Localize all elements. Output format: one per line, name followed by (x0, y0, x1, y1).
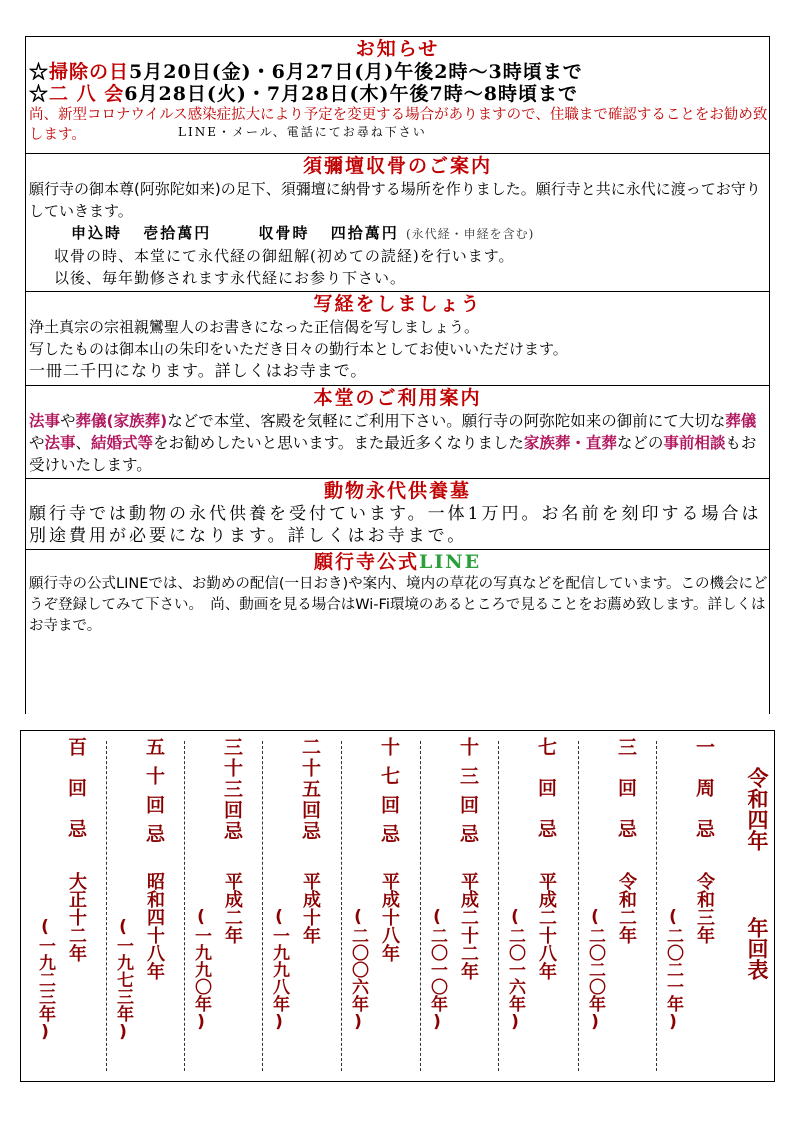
announcement-section (26, 37, 769, 154)
kaiki-label: 十三回忌 (457, 737, 479, 853)
line-title-main: 願行寺公式 (313, 551, 419, 573)
column-divider (578, 741, 579, 1071)
hondo-kw-sogi2: 葬儀 (725, 412, 757, 430)
nihachi-label: 二 八 会 (49, 83, 125, 105)
line-title-line: LINE (418, 551, 482, 573)
western-year-label: (二〇一〇年) (427, 907, 447, 1032)
era-year-label: 昭和四十八年 (144, 872, 165, 980)
nenkai-column (109, 737, 169, 1075)
star-icon: ☆ (29, 83, 50, 105)
price2-value: 四拾萬円 (330, 224, 399, 242)
covid-note: 尚、新型コロナウイルス感染症拡大により予定を変更する場合がありますので、住職まで確認することをお勧め致します。 (29, 107, 768, 143)
sumidan-text: 願行寺の御本尊(阿弥陀如来)の足下、須彌壇に納骨する場所を作りました。願行寺と共に永代に渡ってお守りしていきます。 (29, 180, 761, 220)
hondo-section (26, 386, 769, 479)
western-year-label: (一九九〇年) (191, 907, 211, 1032)
hondo-kw-hoji: 法事 (29, 412, 61, 430)
cleaning-day-dates: 5月20日(金)・6月27日(月)午後2時～3時頃まで (129, 61, 583, 83)
hondo-text-part: などで本堂、客殿を気軽にご利用下さい。願行寺の阿弥陀如来の御前にて大切な (167, 412, 726, 430)
western-year-label: (二〇二〇年) (585, 907, 605, 1032)
price1-value: 壱拾萬円 (143, 224, 212, 242)
line-title (26, 550, 769, 574)
era-year-label: 平成二十八年 (536, 872, 557, 980)
western-year-label: (二〇二一年) (663, 907, 683, 1032)
sumidan-section (26, 154, 769, 292)
contact-note: LINE・メール、電話にてお尋ね下さい (178, 125, 427, 139)
hondo-text-part: 、 (75, 434, 92, 452)
era-year-label: 平成十年 (300, 872, 321, 944)
price2-label: 収骨時 (258, 224, 310, 242)
dobutsu-title: 動物永代供養墓 (323, 480, 471, 502)
era-year-label: 大正十二年 (66, 872, 87, 962)
column-divider (420, 741, 421, 1071)
hondo-kw-kazokuso: 家族葬・直葬 (523, 434, 617, 452)
nihachi-dates: 6月28日(火)・7月28日(木)午後7時～8時頃まで (124, 83, 578, 105)
nihachi-line (26, 83, 769, 105)
kaiki-label: 三回忌 (615, 737, 637, 860)
nenkai-title-1: 令和四年 (745, 767, 769, 851)
sumidan-title: 須彌壇収骨のご案内 (302, 155, 492, 177)
column-divider (498, 741, 499, 1071)
hondo-text-part: や (29, 434, 45, 452)
hondo-kw-soudan: 事前相談 (663, 434, 726, 452)
kaiki-label: 百回忌 (65, 737, 87, 860)
cleaning-day-label: 掃除の日 (49, 61, 130, 83)
western-year-label: (一九二三年) (35, 917, 55, 1042)
era-year-label: 令和三年 (694, 872, 715, 944)
hondo-kw-kekkon: 結婚式等 (91, 434, 154, 452)
shakyo-line2: 写したものは御本山の朱印をいただき日々の勤行本としてお使いいただけます。 (29, 340, 568, 358)
hondo-text-part: をお勧めしたいと思います。また最近多くなりました (153, 434, 524, 452)
shakyo-section (26, 292, 769, 386)
era-year-label: 令和二年 (616, 872, 637, 944)
era-year-label: 平成二十二年 (458, 872, 479, 980)
line-text: 願行寺の公式LINEでは、お勤めの配信(一日おき)や案内、境内の草花の写真などを配信しています。この機会にどうぞ登録してみて下さい。 尚、動画を見る場合はWi-Fi環境のあるところで見ることをお薦め致します。詳しくはお寺まで。 (29, 576, 768, 634)
nenkai-column (344, 737, 404, 1075)
western-year-label: (二〇〇六年) (348, 907, 368, 1032)
dobutsu-section (26, 479, 769, 550)
sumidan-prices (26, 222, 769, 245)
line-section (26, 550, 769, 715)
price-note: (永代経・申経を含む) (406, 227, 535, 241)
hondo-kw-sogi: 葬儀(家族葬) (75, 412, 168, 430)
kaiki-label: 五十回忌 (143, 737, 165, 853)
western-year-label: (一九七三年) (113, 917, 133, 1042)
column-divider (184, 741, 185, 1071)
price1-label: 申込時 (71, 224, 123, 242)
sumidan-line4: 以後、毎年勤修されます永代経にお参り下さい。 (54, 269, 407, 287)
shakyo-title: 写経をしましょう (313, 293, 482, 315)
kaiki-label: 一周忌 (693, 737, 715, 860)
sumidan-line3: 収骨の時、本堂にて永代経の御紐解(初めての読経)を行います。 (54, 247, 515, 265)
hondo-text-part: などの (616, 434, 664, 452)
column-divider (341, 741, 342, 1071)
kaiki-label: 七回忌 (535, 737, 557, 860)
nenkai-column (581, 737, 641, 1075)
column-divider (262, 741, 263, 1071)
notice-board (25, 36, 770, 714)
kaiki-label: 二十五回忌 (299, 737, 321, 842)
hondo-kw-hoji2: 法事 (44, 434, 76, 452)
western-year-label: (一九九八年) (269, 907, 289, 1032)
nenkai-column (31, 737, 91, 1075)
era-year-label: 平成二年 (222, 872, 243, 944)
nenkai-column (265, 737, 325, 1075)
hondo-text-part: や (60, 412, 76, 430)
nenkai-column (659, 737, 719, 1075)
column-divider (106, 741, 107, 1071)
nenkai-column (423, 737, 483, 1075)
kaiki-label: 三十三回忌 (221, 737, 243, 842)
shakyo-line1: 浄土真宗の宗祖親鸞聖人のお書きになった正信偈を写しましょう。 (29, 318, 480, 336)
nenkai-title-2: 年回表 (745, 917, 769, 980)
hondo-text-part: もお受けいたします。 (29, 434, 757, 474)
column-divider (656, 741, 657, 1071)
shakyo-line3: 一冊二千円になります。詳しくはお寺まで。 (29, 361, 368, 380)
nenkai-table (20, 730, 775, 1082)
dobutsu-text: 願行寺では動物の永代供養を受付ています。一体1万円。お名前を刻印する場合は別途費用が必要になります。詳しくはお寺まで。 (29, 504, 762, 546)
era-year-label: 平成十八年 (379, 872, 400, 962)
western-year-label: (二〇一六年) (505, 907, 525, 1032)
hondo-text (26, 410, 769, 476)
hondo-title: 本堂のご利用案内 (313, 387, 482, 409)
cleaning-day-line (26, 61, 769, 83)
announcement-title: お知らせ (355, 38, 440, 60)
nenkai-column (187, 737, 247, 1075)
star-icon: ☆ (29, 61, 50, 83)
nenkai-title (721, 737, 771, 1075)
nenkai-column (501, 737, 561, 1075)
kaiki-label: 十七回忌 (378, 737, 400, 853)
